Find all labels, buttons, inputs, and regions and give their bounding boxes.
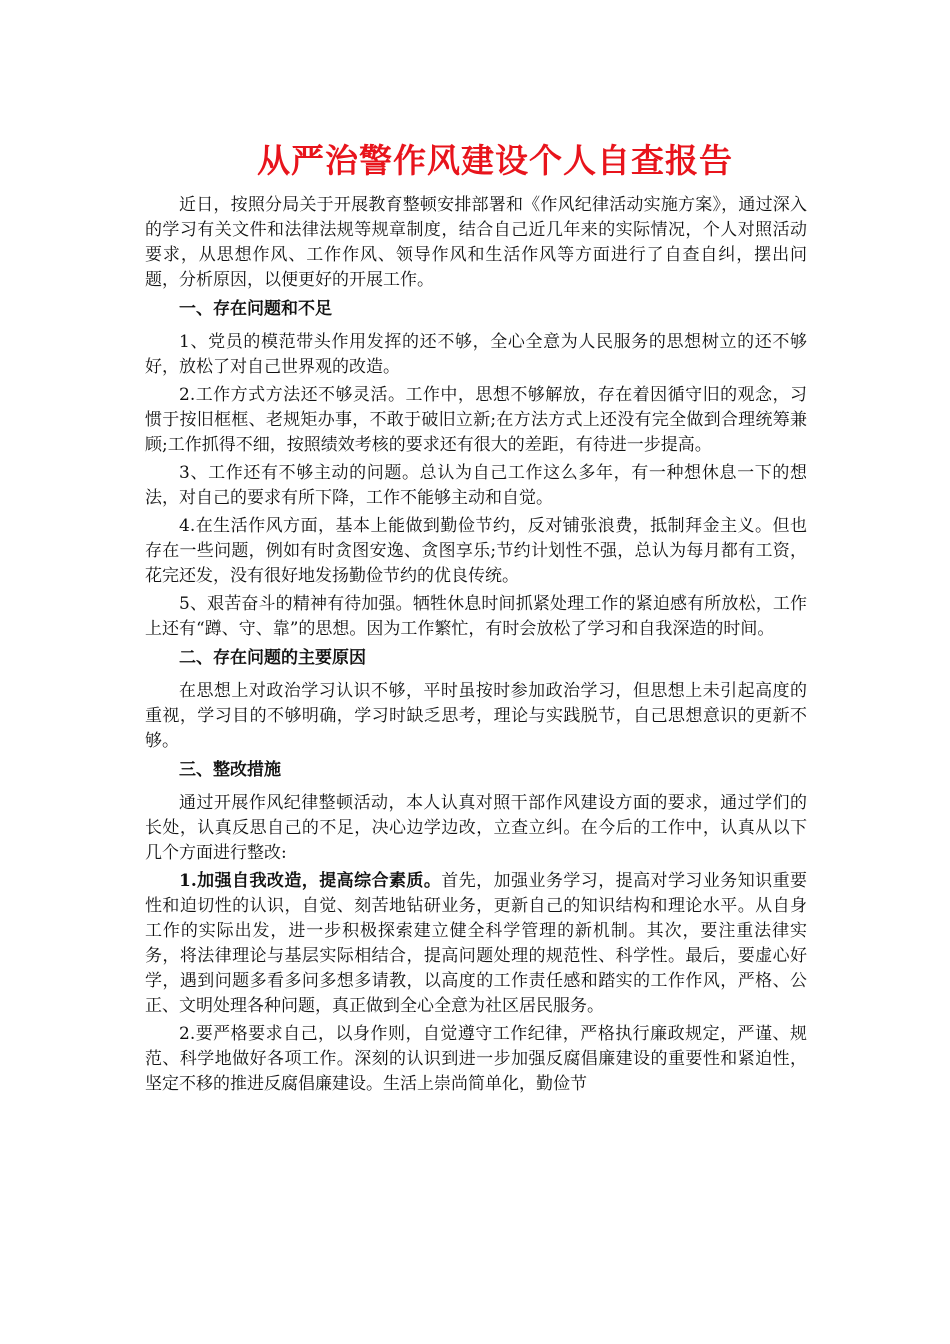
intro-paragraph: 近日，按照分局关于开展教育整顿安排部署和《作风纪律活动实施方案》，通过深入的学习有关文件和法律法规等规章制度，结合自己近几年来的实际情况，个人对照活动要求，从思想作风、工作作风、领导作风和生活作风等方面进行了自查自纠，摆出问题，分析原因，以便更好的开展工作。 (145, 195, 807, 290)
causes-paragraph: 在思想上对政治学习认识不够，平时虽按时参加政治学习，但思想上未引起高度的重视，学习目的不够明确，学习时缺乏思考，理论与实践脱节，自己思想意识的更新不够。 (145, 681, 807, 751)
measure-item-2: 2.要严格要求自己，以身作则，自觉遵守工作纪律，严格执行廉政规定，严谨、规范、科学地做好各项工作。深刻的认识到进一步加强反腐倡廉建设的重要性和紧迫性，坚定不移的推进反腐倡廉建设。生活上崇尚简单化，勤俭节 (145, 1024, 807, 1094)
document-title: 从严治警作风建设个人自查报告 (257, 141, 733, 180)
section-heading-measures: 三、整改措施 (179, 760, 281, 780)
section-heading-problems: 一、存在问题和不足 (179, 299, 332, 319)
problem-item-3: 3、工作还有不够主动的问题。总认为自己工作这么多年，有一种想休息一下的想法，对自己的要求有所下降，工作不能够主动和自觉。 (145, 463, 807, 508)
problem-item-5: 5、艰苦奋斗的精神有待加强。牺牲休息时间抓紧处理工作的紧迫感有所放松，工作上还有“蹲、守、靠”的思想。因为工作繁忙，有时会放松了学习和自我深造的时间。 (145, 594, 807, 639)
measure-item-1-body: 首先，加强业务学习，提高对学习业务知识重要性和迫切性的认识，自觉、刻苦地钻研业务，更新自己的知识结构和理论水平。从自身工作的实际出发，进一步积极探索建立健全科学管理的新机制。其次，要注重法律实务，将法律理论与基层实际相结合，提高问题处理的规范性、科学性。最后，要虚心好学，遇到问题多看多问多想多请教，以高度的工作责任感和踏实的工作作风，严格、公正、文明处理各种问题，真正做到全心全意为社区居民服务。 (145, 871, 808, 1016)
section-heading-causes: 二、存在问题的主要原因 (179, 648, 366, 668)
problem-item-4: 4.在生活作风方面，基本上能做到勤俭节约，反对铺张浪费，抵制拜金主义。但也存在一些问题，例如有时贪图安逸、贪图享乐;节约计划性不强，总认为每月都有工资，花完还发，没有很好地发扬勤俭节约的优良传统。 (145, 516, 807, 586)
measure-item-1-lead: 1.加强自我改造，提高综合素质。 (179, 871, 442, 891)
document-page (145, 137, 807, 1100)
measure-item-1 (145, 869, 807, 1019)
problem-item-2: 2.工作方式方法还不够灵活。工作中，思想不够解放，存在着因循守旧的观念，习惯于按旧框框、老规矩办事，不敢于破旧立新;在方法方式上还没有完全做到合理统筹兼顾;工作抓得不细，按照绩效考核的要求还有很大的差距，有待进一步提高。 (145, 385, 807, 455)
problem-item-1: 1、党员的模范带头作用发挥的还不够，全心全意为人民服务的思想树立的还不够好，放松了对自己世界观的改造。 (145, 332, 807, 377)
measures-intro: 通过开展作风纪律整顿活动，本人认真对照干部作风建设方面的要求，通过学们的长处，认真反思自己的不足，决心边学边改，立查立纠。在今后的工作中，认真从以下几个方面进行整改: (145, 793, 807, 863)
